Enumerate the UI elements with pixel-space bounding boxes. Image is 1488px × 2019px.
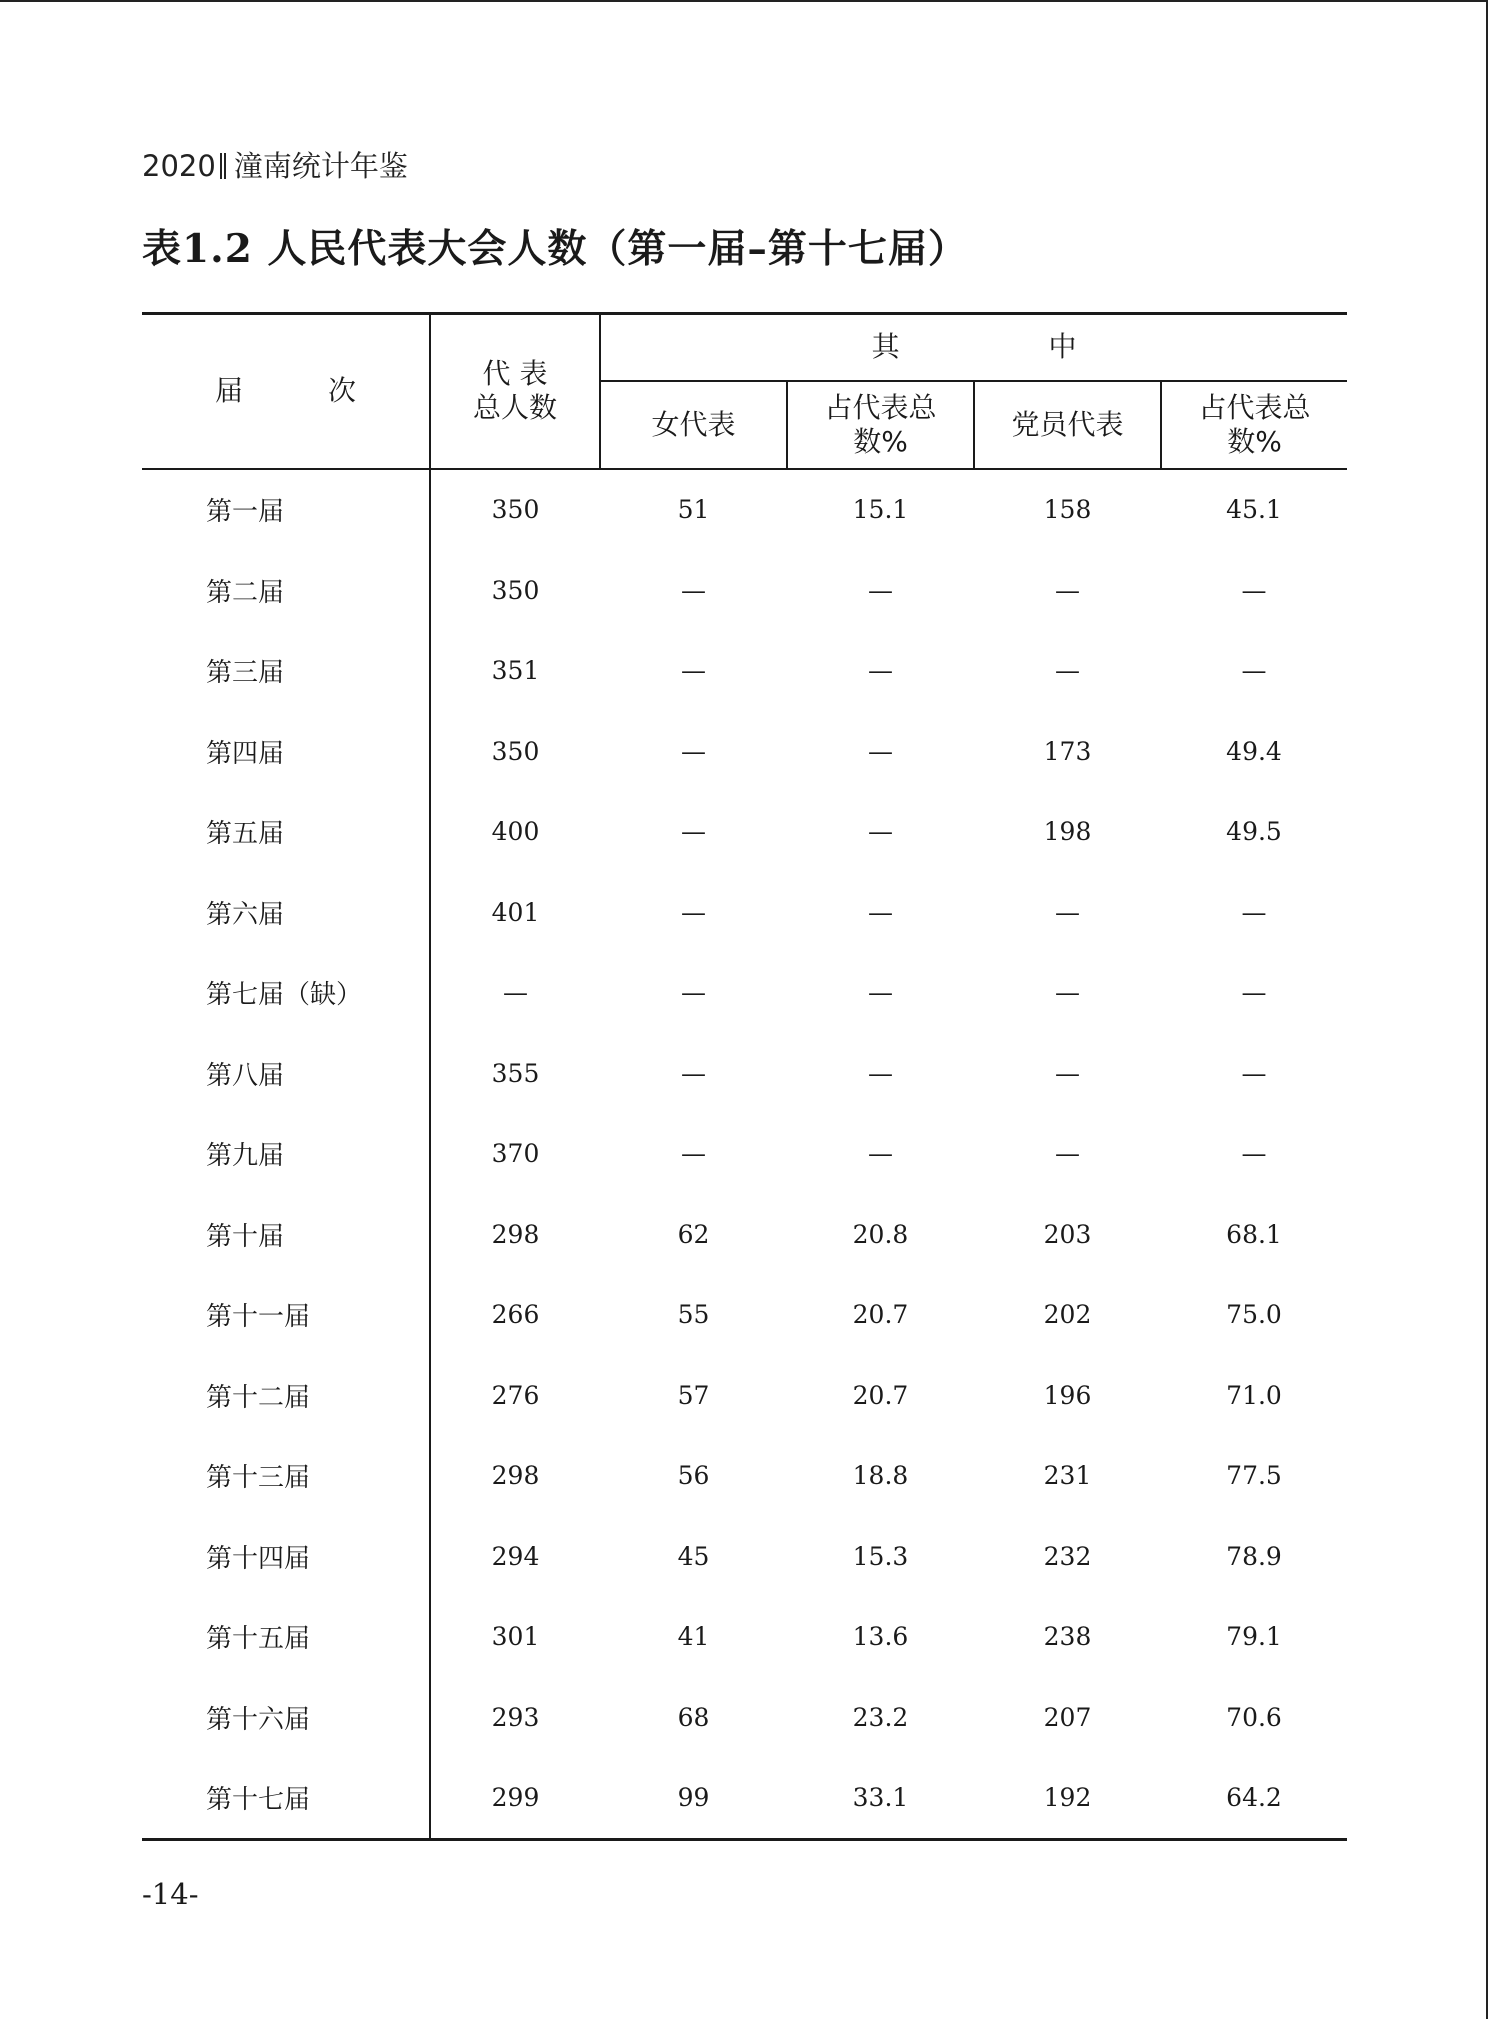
cell-female: 99 xyxy=(600,1758,787,1840)
cell-total: 400 xyxy=(491,817,540,847)
cell-party: — xyxy=(1055,1139,1080,1169)
cell-female-pct: 15.3 xyxy=(852,1541,909,1571)
header-group: 其 中 xyxy=(600,314,1347,381)
header-total-line1: 代 表 xyxy=(482,357,548,391)
header-party-pct xyxy=(1161,381,1347,469)
cell-party-pct: — xyxy=(1241,1058,1267,1088)
cell-female: — xyxy=(681,656,706,686)
running-head-separator xyxy=(220,153,226,179)
table-row xyxy=(142,1436,1347,1517)
cell-female-pct: — xyxy=(868,1058,893,1088)
header-female-pct-line1: 占代表总 xyxy=(824,390,937,424)
cell-party: 158 xyxy=(1043,495,1092,525)
header-total xyxy=(430,314,600,469)
cell-session: 第四届 xyxy=(142,711,430,792)
cell-female-pct: 20.7 xyxy=(852,1380,909,1410)
cell-female: 41 xyxy=(677,1622,710,1652)
cell-session: 第九届 xyxy=(142,1114,430,1195)
cell-female-pct: — xyxy=(868,656,893,686)
table-row xyxy=(142,1758,1347,1840)
table-row xyxy=(142,1194,1347,1275)
cell-session: 第十五届 xyxy=(142,1597,430,1678)
cell-female: 57 xyxy=(677,1380,710,1410)
cell-session: 第十三届 xyxy=(142,1436,430,1517)
cell-session: 第十一届 xyxy=(142,1275,430,1356)
cell-party: — xyxy=(1055,575,1080,605)
cell-party-pct: 68.1 xyxy=(1226,1219,1282,1249)
cell-party-pct: 79.1 xyxy=(1226,1622,1282,1652)
table-title: 表1.2 人民代表大会人数（第一届–第十七届） xyxy=(142,226,968,272)
running-head xyxy=(142,144,408,185)
page-frame-top xyxy=(0,0,1488,2)
cell-party: 173 xyxy=(1043,736,1092,766)
cell-party-pct: — xyxy=(1241,656,1267,686)
table-row xyxy=(142,792,1347,873)
cell-session: 第三届 xyxy=(142,631,430,712)
cell-female-pct: 13.6 xyxy=(852,1622,909,1652)
cell-female: — xyxy=(681,978,706,1008)
table-row xyxy=(142,953,1347,1034)
header-total-line2: 总人数 xyxy=(472,391,557,425)
cell-female-pct: — xyxy=(868,1139,893,1169)
header-party: 党员代表 xyxy=(974,381,1161,469)
cell-party-pct: 64.2 xyxy=(1161,1758,1347,1840)
cell-session: 第十七届 xyxy=(142,1758,430,1840)
cell-total: 266 xyxy=(491,1300,540,1330)
table-row xyxy=(142,1355,1347,1436)
cell-total: 298 xyxy=(491,1461,540,1491)
cell-total: 401 xyxy=(491,897,540,927)
cell-female-pct: 20.8 xyxy=(852,1219,909,1249)
table-row xyxy=(142,1516,1347,1597)
header-party-pct-line2: 数% xyxy=(1227,424,1282,458)
cell-total: — xyxy=(503,978,528,1008)
cell-female-pct: 15.1 xyxy=(852,495,909,525)
cell-female: — xyxy=(681,897,706,927)
cell-party: 203 xyxy=(1043,1219,1092,1249)
cell-total: 298 xyxy=(491,1219,540,1249)
table-row xyxy=(142,1275,1347,1356)
table-row xyxy=(142,872,1347,953)
header-female-pct xyxy=(787,381,974,469)
data-table-container xyxy=(142,312,1347,1841)
cell-party-pct: 49.4 xyxy=(1226,736,1282,766)
table-row xyxy=(142,550,1347,631)
cell-total: 276 xyxy=(491,1380,540,1410)
cell-session: 第十届 xyxy=(142,1194,430,1275)
cell-female: — xyxy=(681,1139,706,1169)
cell-session: 第一届 xyxy=(142,469,430,551)
cell-party: — xyxy=(1055,1058,1080,1088)
table-row xyxy=(142,1114,1347,1195)
cell-female: — xyxy=(681,575,706,605)
cell-party: — xyxy=(1055,897,1080,927)
header-session: 届 次 xyxy=(142,314,430,469)
cell-total: 350 xyxy=(491,736,540,766)
cell-party: 231 xyxy=(1043,1461,1092,1491)
cell-female: — xyxy=(681,817,706,847)
cell-party: 198 xyxy=(1043,817,1092,847)
table-row xyxy=(142,711,1347,792)
cell-female-pct: 23.2 xyxy=(852,1702,909,1732)
cell-session: 第十四届 xyxy=(142,1516,430,1597)
cell-total: 350 xyxy=(491,575,540,605)
cell-female-pct: — xyxy=(868,736,893,766)
cell-session: 第六届 xyxy=(142,872,430,953)
cell-party: 238 xyxy=(1043,1622,1092,1652)
running-head-book: 潼南统计年鉴 xyxy=(233,149,408,183)
cell-party-pct: — xyxy=(1241,897,1267,927)
header-female-pct-line2: 数% xyxy=(853,424,908,458)
header-female: 女代表 xyxy=(600,381,787,469)
cell-female: — xyxy=(681,1058,706,1088)
cell-female: 68 xyxy=(677,1702,710,1732)
cell-female: 45 xyxy=(677,1541,710,1571)
cell-female-pct: — xyxy=(868,978,893,1008)
header-party-pct-line1: 占代表总 xyxy=(1198,390,1311,424)
cell-party-pct: 77.5 xyxy=(1226,1461,1282,1491)
table-row xyxy=(142,469,1347,551)
cell-female-pct: — xyxy=(868,817,893,847)
cell-total: 370 xyxy=(491,1139,540,1169)
cell-female-pct: — xyxy=(868,897,893,927)
data-table xyxy=(142,312,1347,1841)
cell-total: 293 xyxy=(491,1702,540,1732)
cell-party: 196 xyxy=(1043,1380,1092,1410)
cell-female-pct: — xyxy=(868,575,893,605)
cell-party-pct: 75.0 xyxy=(1226,1300,1282,1330)
cell-session: 第八届 xyxy=(142,1033,430,1114)
cell-party: 192 xyxy=(974,1758,1161,1840)
table-body xyxy=(142,469,1347,1840)
cell-session: 第五届 xyxy=(142,792,430,873)
cell-female: 55 xyxy=(677,1300,710,1330)
cell-total: 351 xyxy=(491,656,540,686)
cell-total: 350 xyxy=(491,495,540,525)
cell-party-pct: — xyxy=(1241,575,1267,605)
cell-female-pct: 20.7 xyxy=(852,1300,909,1330)
cell-total: 301 xyxy=(491,1622,540,1652)
cell-party: — xyxy=(1055,656,1080,686)
cell-party: — xyxy=(1055,978,1080,1008)
cell-session: 第十二届 xyxy=(142,1355,430,1436)
cell-party-pct: 45.1 xyxy=(1226,495,1282,525)
table-row xyxy=(142,631,1347,712)
cell-total: 355 xyxy=(491,1058,540,1088)
cell-party-pct: 70.6 xyxy=(1226,1702,1282,1732)
cell-party-pct: 49.5 xyxy=(1226,817,1282,847)
cell-party-pct: 71.0 xyxy=(1226,1380,1282,1410)
cell-female-pct: 18.8 xyxy=(852,1461,909,1491)
table-row xyxy=(142,1597,1347,1678)
cell-total: 299 xyxy=(430,1758,600,1840)
cell-total: 294 xyxy=(491,1541,540,1571)
cell-session: 第七届（缺） xyxy=(142,953,430,1034)
running-head-year: 2020 xyxy=(142,149,216,183)
cell-female: 51 xyxy=(677,495,710,525)
cell-female: 62 xyxy=(677,1219,710,1249)
cell-female: — xyxy=(681,736,706,766)
table-row xyxy=(142,1033,1347,1114)
cell-party: 232 xyxy=(1043,1541,1092,1571)
cell-female: 56 xyxy=(677,1461,710,1491)
page-number: -14- xyxy=(142,1877,199,1911)
cell-party-pct: — xyxy=(1241,978,1267,1008)
cell-party: 202 xyxy=(1043,1300,1092,1330)
cell-party: 207 xyxy=(1043,1702,1092,1732)
cell-party-pct: 78.9 xyxy=(1226,1541,1282,1571)
cell-female-pct: 33.1 xyxy=(787,1758,974,1840)
table-row xyxy=(142,1677,1347,1758)
cell-session: 第十六届 xyxy=(142,1677,430,1758)
cell-session: 第二届 xyxy=(142,550,430,631)
cell-party-pct: — xyxy=(1241,1139,1267,1169)
